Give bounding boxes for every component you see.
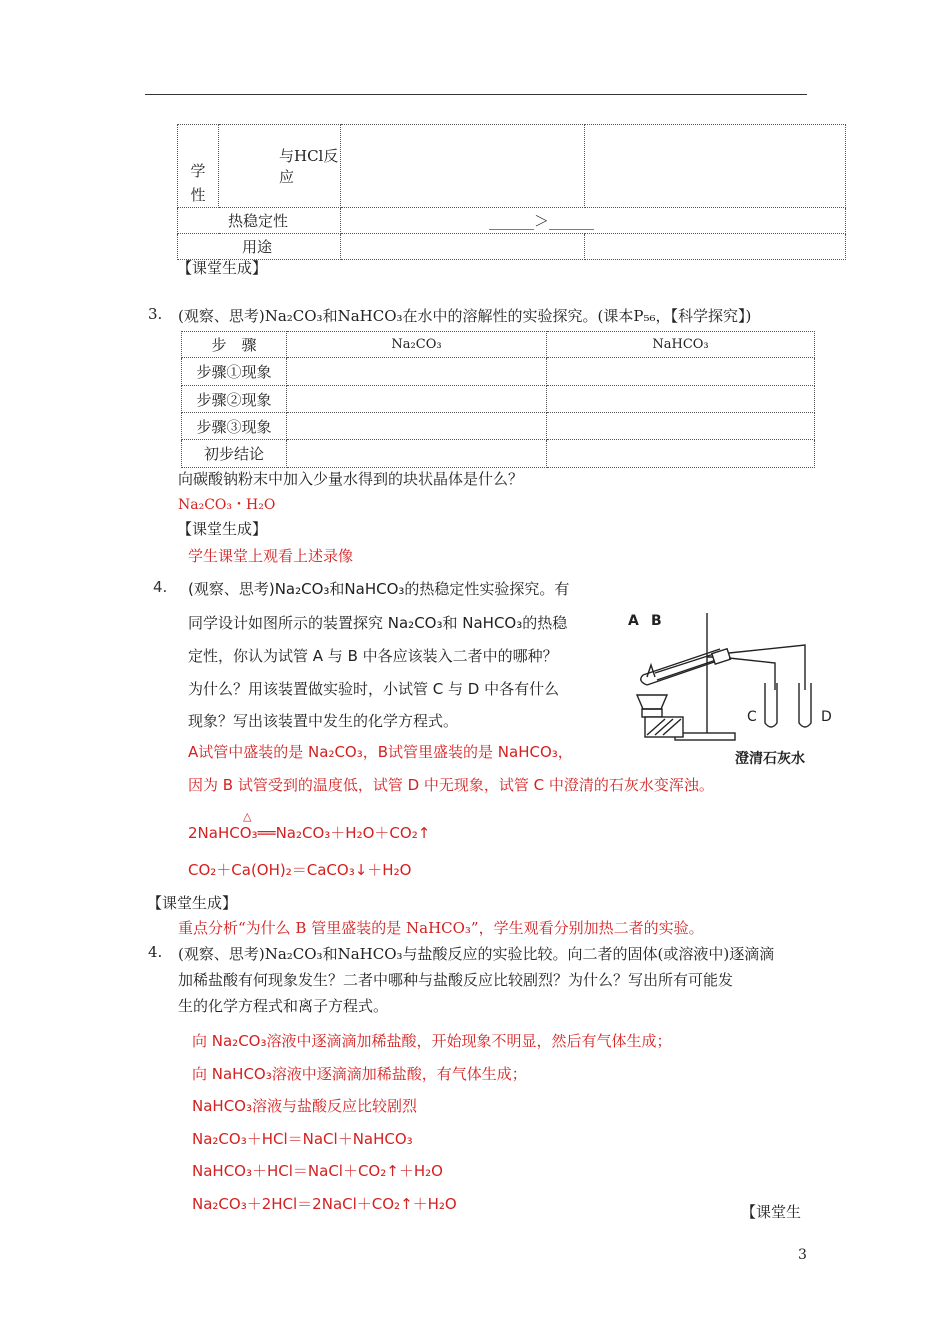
section-header: 【课堂生成】 [147, 894, 238, 912]
q4a-answer-line: A试管中盛装的是 Na₂CO₃，B试管里盛装的是 NaHCO₃， [188, 743, 573, 761]
q4a-line: 同学设计如图所示的装置探究 Na₂CO₃和 NaHCO₃的热稳 [188, 614, 568, 632]
properties-table [177, 124, 846, 260]
q4a-number: 4. [153, 578, 168, 596]
page-number: 3 [798, 1247, 807, 1263]
col-header-na2co3: Na₂CO₃ [287, 332, 547, 358]
q4a-line: (观察、思考)Na₂CO₃和NaHCO₃的热稳定性实验探究。有 [188, 580, 570, 598]
row-hcl-label: 与HCl反应 [219, 125, 341, 208]
col-header-nahco3: NaHCO₃ [547, 332, 815, 358]
q4b-answer: Na₂CO₃＋2HCl＝2NaCl＋CO₂↑＋H₂O [192, 1195, 457, 1213]
label-c: C [747, 709, 757, 725]
q4a-line: 现象？写出该装置中发生的化学方程式。 [188, 712, 459, 730]
header-rule [145, 94, 807, 95]
q3-question: 向碳酸钠粉末中加入少量水得到的块状晶体是什么？ [178, 470, 524, 488]
note-analysis: 重点分析“为什么 B 管里盛装的是 NaHCO₃”，学生观看分别加热二者的实验。 [178, 919, 704, 937]
heat-mark: △ [243, 810, 252, 823]
row-stability-label: 热稳定性 [178, 208, 341, 234]
q4b-line: 生的化学方程式和离子方程式。 [178, 997, 389, 1015]
row-stability-value: ______＞______ [341, 208, 846, 234]
q4b-answer: 向 NaHCO₃溶液中逐滴滴加稀盐酸，有气体生成； [192, 1065, 527, 1083]
label-b: B [651, 613, 662, 629]
row-label: 步骤①现象 [182, 358, 287, 386]
equation-1: 2NaHCO₃══Na₂CO₃＋H₂O＋CO₂↑ [188, 824, 431, 842]
q4b-number: 4. [148, 943, 163, 961]
row-label: 步骤③现象 [182, 413, 287, 440]
q4b-answer: Na₂CO₃＋HCl＝NaCl＋NaHCO₃ [192, 1130, 413, 1148]
q4b-answer: 向 Na₂CO₃溶液中逐滴滴加稀盐酸，开始现象不明显，然后有气体生成； [192, 1032, 672, 1050]
col-header-step: 步 骤 [182, 332, 287, 358]
section-header: 【课堂生 [741, 1203, 802, 1221]
note-video: 学生课堂上观看上述录像 [188, 547, 354, 565]
q4a-answer-line: 因为 B 试管受到的温度低，试管 D 中无现象，试管 C 中澄清的石灰水变浑浊。 [188, 776, 714, 794]
label-a: A [628, 613, 639, 629]
q4a-line: 定性，你认为试管 A 与 B 中各应该装入二者中的哪种？ [188, 647, 558, 665]
row-label: 步骤②现象 [182, 386, 287, 413]
solubility-table [181, 331, 815, 468]
q3-answer: Na₂CO₃・H₂O [178, 497, 276, 513]
q3-number: 3. [148, 305, 163, 323]
q4a-line: 为什么？用该装置做实验时，小试管 C 与 D 中各有什么 [188, 680, 560, 698]
q4b-line: (观察、思考)Na₂CO₃和NaHCO₃与盐酸反应的实验比较。向二者的固体(或溶液中)逐滴滴 [178, 945, 775, 963]
row-label: 初步结论 [182, 440, 287, 468]
q3-text: (观察、思考)Na₂CO₃和NaHCO₃在水中的溶解性的实验探究。(课本P₅₆，【科学探究】) [178, 307, 752, 325]
label-d: D [821, 709, 832, 725]
q4b-answer: NaHCO₃溶液与盐酸反应比较剧烈 [192, 1097, 417, 1115]
section-header: 【课堂生成】 [177, 520, 268, 538]
figure-caption: 澄清石灰水 [735, 751, 805, 767]
equation-2: CO₂＋Ca(OH)₂＝CaCO₃↓＋H₂O [188, 861, 412, 879]
q4b-answer: NaHCO₃＋HCl＝NaCl＋CO₂↑＋H₂O [192, 1162, 443, 1180]
side-label-cell: 学 性 [178, 125, 219, 208]
apparatus-figure [625, 605, 840, 770]
q4b-line: 加稀盐酸有何现象发生？二者中哪种与盐酸反应比较剧烈？为什么？写出所有可能发 [178, 971, 734, 989]
row-usage-label: 用途 [178, 234, 341, 260]
section-header: 【课堂生成】 [177, 259, 268, 277]
